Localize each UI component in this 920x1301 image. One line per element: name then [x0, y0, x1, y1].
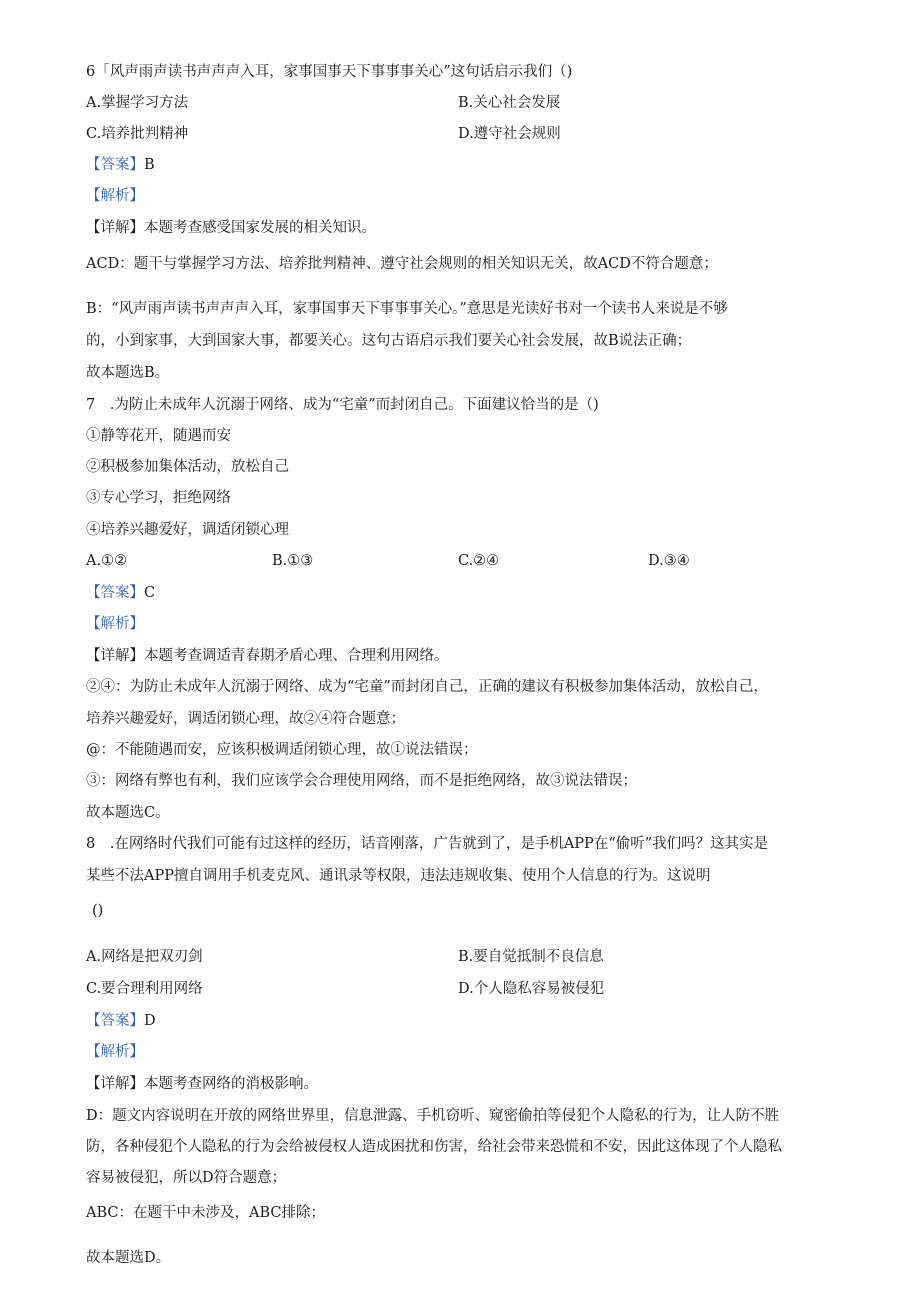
q8-option-c: C.要合理利用网络: [86, 981, 203, 997]
q8-analysis-label: 【解析】: [86, 1044, 144, 1060]
q6-stem: 6「风声雨声读书声声声入耳，家事国事天下事事事关心”这句话启示我们（): [86, 64, 573, 80]
q7-option-c: C.②④: [458, 553, 500, 569]
q8-detail-line: 故本题选D。: [86, 1250, 171, 1266]
q6-detail-line: 故本题选B。: [86, 365, 170, 381]
q8-option-a: A.网络是把双刃剑: [86, 949, 203, 965]
q8-option-d: D.个人隐私容易被侵犯: [458, 981, 605, 997]
q7-answer: [86, 583, 155, 603]
q7-analysis-label: 【解析】: [86, 616, 144, 632]
q7-detail-line: ③：网络有弊也有利，我们应该学会合理使用网络，而不是拒绝网络，故③说法错误；: [86, 773, 637, 789]
answer-value: D: [144, 1013, 156, 1029]
q6-detail-line: 【详解】本题考查感受国家发展的相关知识。: [86, 220, 376, 236]
answer-label: 【答案】: [86, 157, 144, 173]
q6-answer: [86, 155, 155, 175]
q8-option-b: B.要自觉抵制不良信息: [458, 949, 604, 965]
answer-label: 【答案】: [86, 1013, 144, 1029]
q6-option-b: B.关心社会发展: [458, 95, 561, 111]
q7-option-b: B.①③: [272, 553, 314, 569]
q7-detail-line: 故本题选C。: [86, 805, 170, 821]
q6-option-a: A.掌握学习方法: [86, 95, 189, 111]
q8-stem: 某些不法APP擅自调用手机麦克风、通讯录等权限，违法违规收集、使用个人信息的行为。这说明: [86, 868, 711, 884]
q8-detail-line: D：题文内容说明在开放的网络世界里，信息泄露、手机窃听、窥密偷拍等侵犯个人隐私的行为，让人防不胜: [86, 1108, 780, 1124]
q6-detail-line: B：“风声雨声读书声声声入耳，家事国事天下事事事关心。”意思是光读好书对一个读书人来说是不够: [86, 301, 728, 317]
q7-detail-line: 培养兴趣爱好，调适闭锁心理，故②④符合题意；: [86, 711, 405, 727]
q8-stem: 8 .在网络时代我们可能有过这样的经历，话音刚落，广告就到了，是手机APP在“偷听”我们吗？这其实是: [86, 836, 769, 852]
q8-detail-line: 防，各种侵犯个人隐私的行为会给被侵权人造成困扰和伤害，给社会带来恐慌和不安，因此这体现了个人隐私: [86, 1139, 782, 1155]
q6-detail-line: 的，小到家事，大到国家大事，都要关心。这句古语启示我们要关心社会发展，故B说法正确；: [86, 333, 692, 349]
q7-option-d: D.③④: [648, 553, 690, 569]
q7-statement: ②积极参加集体活动，放松自己: [86, 459, 289, 475]
q7-statement: ④培养兴趣爱好，调适闭锁心理: [86, 522, 289, 538]
answer-value: C: [144, 585, 156, 601]
q7-statement: ①静等花开，随遇而安: [86, 428, 231, 444]
q6-analysis-label: 【解析】: [86, 188, 144, 204]
q8-detail-line: 【详解】本题考查网络的消极影响。: [86, 1076, 318, 1092]
q6-option-c: C.培养批判精神: [86, 126, 189, 142]
answer-label: 【答案】: [86, 585, 144, 601]
q7-detail-line: @：不能随遇而安，应该积极调适闭锁心理，故①说法错误；: [86, 742, 478, 758]
q8-stem-blank: (): [92, 903, 104, 919]
q6-option-d: D.遵守社会规则: [458, 126, 561, 142]
answer-value: B: [144, 157, 155, 173]
q8-answer: [86, 1011, 156, 1031]
q8-detail-line: ABC：在题干中未涉及，ABC排除；: [86, 1205, 325, 1221]
q6-detail-line: ACD：题干与掌握学习方法、培养批判精神、遵守社会规则的相关知识无关，故ACD不符合题意；: [86, 256, 718, 272]
q7-option-a: A.①②: [86, 553, 128, 569]
q7-detail-line: 【详解】本题考查调适青春期矛盾心理、合理利用网络。: [86, 648, 449, 664]
q7-statement: ③专心学习，拒绝网络: [86, 490, 231, 506]
q7-stem: 7 .为防止未成年人沉溺于网络、成为“宅童”而封闭自己。下面建议恰当的是（): [86, 397, 599, 413]
q8-detail-line: 容易被侵犯，所以D符合题意；: [86, 1170, 287, 1186]
q7-detail-line: ②④：为防止未成年人沉溺于网络、成为“宅童”而封闭自己，正确的建议有积极参加集体活动，放松自己，: [86, 679, 768, 695]
